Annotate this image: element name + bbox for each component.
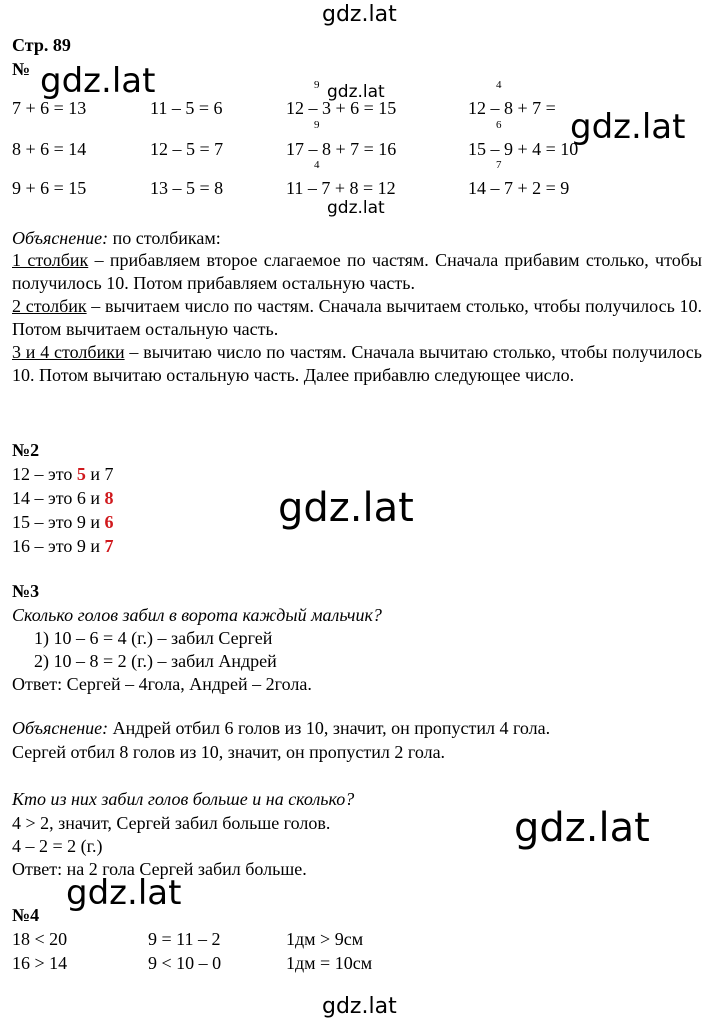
task3-title: №3	[12, 581, 40, 601]
watermark-center: gdz.lat	[278, 485, 414, 531]
example: 12 – 3 + 6 = 15	[286, 98, 397, 118]
task3-step-1: 1) 10 – 6 = 4 (г.) – забил Сергей	[34, 628, 273, 648]
task3-question-2: Кто из них забил голов больше и на сколько?	[12, 789, 355, 809]
example: 9 + 6 = 15	[12, 178, 87, 198]
watermark-bottom: gdz.lat	[322, 994, 397, 1019]
row-part-a: 6	[76, 488, 86, 508]
comparison: 9 = 11 – 2	[148, 929, 221, 949]
watermark-right: gdz.lat	[514, 805, 650, 851]
example: 13 – 5 = 8	[150, 178, 224, 198]
example: 11 – 7 + 8 = 12	[286, 178, 396, 198]
task1-paragraph-1: 1 столбик – прибавляем второе слагаемое по частям. Сначала прибавим столько, чтобы получилось 10. Потом прибавляем остальную часть.	[12, 250, 702, 293]
example: 15 – 9 + 4 = 10	[468, 139, 579, 159]
task1-explain-intro: Объяснение: по столбикам:	[12, 228, 221, 248]
row-text: 16 – это	[12, 536, 77, 556]
watermark-task1-left: gdz.lat	[36, 64, 159, 98]
watermark-task1-small-bottom: gdz.lat	[327, 198, 385, 218]
example: 12 – 5 = 7	[150, 139, 224, 159]
task4-title: №4	[12, 905, 40, 925]
row-text: 14 – это	[12, 488, 77, 508]
comparison: 1дм = 10см	[286, 953, 373, 973]
row-part-a: 9	[76, 512, 86, 532]
task2-row	[12, 537, 114, 555]
example: 14 – 7 + 2 = 9	[468, 178, 570, 198]
watermark-top: gdz.lat	[322, 2, 397, 27]
example-hint: 4	[496, 79, 502, 91]
row-text: 15 – это	[12, 512, 77, 532]
example: 12 – 8 + 7 =	[468, 98, 556, 118]
task3-explain-1: Объяснение: Андрей отбил 6 голов из 10, значит, он пропустил 4 гола.	[12, 718, 551, 738]
task1-paragraph-3: 3 и 4 столбики – вычитаю число по частям. Сначала вычитаю столько, чтобы получилось 10. Потом вычитаю остальную часть. Далее прибавлю следующее число.	[12, 342, 702, 385]
task3-question: Сколько голов забил в ворота каждый мальчик?	[12, 605, 382, 625]
row-text: и	[85, 536, 105, 556]
task-number: №	[12, 59, 31, 79]
row-part-b: 8	[104, 488, 114, 508]
row-part-b: 7	[104, 536, 114, 556]
comparison: 9 < 10 – 0	[148, 953, 222, 973]
watermark-left-bottom: gdz.lat	[62, 876, 185, 910]
task3-line-1: 4 > 2, значит, Сергей забил больше голов.	[12, 813, 331, 833]
example: 7 + 6 = 13	[12, 98, 87, 118]
row-part-b: 7	[104, 464, 114, 484]
comparison: 16 > 14	[12, 953, 68, 973]
row-part-a: 9	[76, 536, 86, 556]
watermark-task1-small-top: gdz.lat	[327, 82, 385, 102]
task2-row	[12, 465, 114, 483]
watermark-task1-right: gdz.lat	[566, 110, 689, 144]
example: 11 – 5 = 6	[150, 98, 223, 118]
example: 17 – 8 + 7 = 16	[286, 139, 397, 159]
example: 8 + 6 = 14	[12, 139, 87, 159]
task3-line-2: 4 – 2 = 2 (г.)	[12, 836, 103, 856]
row-text: и	[85, 488, 105, 508]
page-number: Стр. 89	[12, 35, 71, 55]
task2-row	[12, 489, 114, 507]
row-part-b: 6	[104, 512, 114, 532]
task2-row	[12, 513, 114, 531]
example-hint: 9	[314, 79, 320, 91]
task3-explain-2: Сергей отбил 8 голов из 10, значит, он пропустил 2 гола.	[12, 742, 446, 762]
example-hint: 7	[496, 159, 502, 171]
task3-answer: Ответ: Сергей – 4гола, Андрей – 2гола.	[12, 674, 312, 694]
row-text: и	[85, 512, 105, 532]
comparison: 18 < 20	[12, 929, 68, 949]
row-part-a: 5	[76, 464, 86, 484]
task3-line-3: Ответ: на 2 гола Сергей забил больше.	[12, 859, 307, 879]
row-text: 12 – это	[12, 464, 77, 484]
example-hint: 9	[314, 119, 320, 131]
row-text: и	[85, 464, 105, 484]
example-hint: 6	[496, 119, 502, 131]
task3-step-2: 2) 10 – 8 = 2 (г.) – забил Андрей	[34, 651, 277, 671]
comparison: 1дм > 9см	[286, 929, 364, 949]
task1-paragraph-2: 2 столбик – вычитаем число по частям. Сначала вычитаем столько, чтобы получилось 10. Потом вычитаем остальную часть.	[12, 296, 702, 339]
task2-title: №2	[12, 440, 40, 460]
example-hint: 4	[314, 159, 320, 171]
